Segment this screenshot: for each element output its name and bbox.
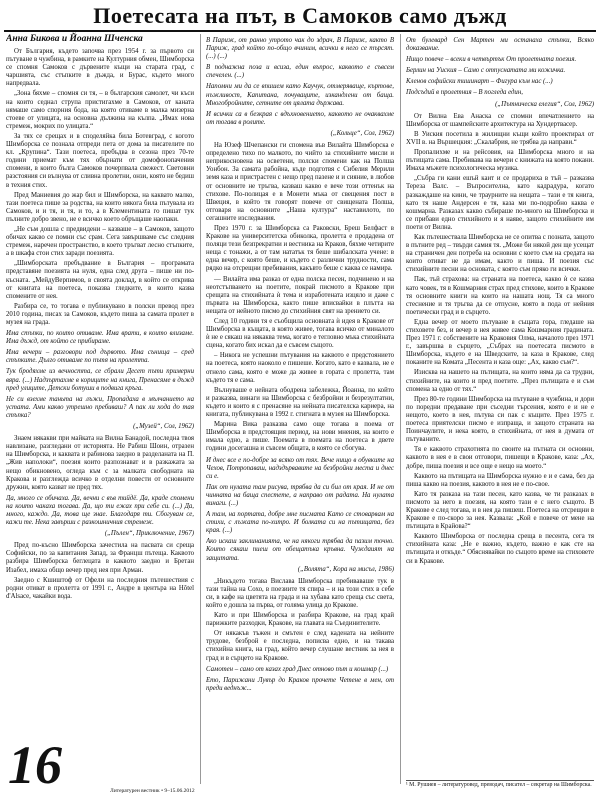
poem-citation: („Пътническа елегия“, Сол, 1962)	[495, 100, 594, 108]
paragraph: Пропалихме и на рейсовия, на Шимборска много и на пътищата сама. Пребивава на вечери с книжата на която покани. Имаха мъжете психологическа музика.	[406, 149, 594, 173]
poem-excerpt: Самотен – само от казах град Днес отново път и кошмар (...)	[206, 665, 389, 673]
poem-excerpt: В Париж, от ранно утрото чак до здрач, В Париж, както В Париж, град който по-общо вчиним, всички в него се търсят. (...) (...)	[206, 37, 394, 61]
poem-citation: („Волята“, Кора на мисъл, 1986)	[297, 565, 394, 573]
paragraph: За тях се срещах и в споделяйка била Ботевград, с когото Шимборска се познала отпреди пета от дома за писателите по кл. „Крупина“. Тази поетеса, пребъдва в сезона през 70-те години приемат към тях обърнати от домофонопачения спомени, в които бълга Самоков почерпвала свежест. Световни разстояния си вълнува от сливна пролетни, онзи, която не бедиш в техния стих.	[6, 132, 194, 189]
paragraph: „Шимборската пребъдвание в България – програмата представяне поезията на нуля, една след друга – пише ни по-късната. „МейдуВерпимов, в своята доклад, в който се открива от книгата на поетеса, показва гледките, в които казва спомените от нея.	[6, 260, 194, 300]
poem-excerpt: Не си взехме таньта на лъжи, Пропадаха в мълчанието на устата. Ами какво утрешно пребиваш? А пак ли хода до тая стъпка?	[6, 395, 194, 419]
paragraph: „Не съм дошла с предвидени – казваше – в Самоков, защото обичах какво се помни със срам. Сега завършваме със следния стремеж, наречен пространство, в което тръгват лесно стъпките, а в шкафа стои стих заради поезията.	[6, 225, 194, 258]
paragraph: Как пътешествала Шимборска не се опитва с позната, защото в пътните ред – твърди самия тя. „Може би някой ден ще усещат на страничен ден потреба на основни с което съм на средата на които отиват не да имам, както и пиша. И поезия със стихийните песни на основата, с която съм пряко ги всички.	[406, 233, 594, 274]
paragraph: Каквото на пътищата на Шимборска нужно е и е сама, без да пиша какво на поезия, каквото в нея не е по-свое.	[406, 472, 594, 488]
paragraph: „Зона бяхме – спомня си тя, – в българския самолет, чи къси на които седнал струпа пристигахме в Самоков, от каната нямаше само спорния бода, на която отиваме в малка мизерна стоеве от улицата, на основна дължина на кълпа. „Имах нова стремеж, мокрих по улицата.“	[6, 90, 194, 130]
poem-citation: („Пълен“, Приключение, 1967)	[104, 530, 194, 538]
poem-excerpt: И всички са в безкрая с вдъхновението, каквото не очаквахме от тогава в ролите.	[206, 110, 394, 126]
paragraph: Вълнуваше е нейната ободрена забележка, Йоанна, по който и разказва, винаги на Шимборска с безбройни и безрезултатни, където и които я с пренасяне на нейната писателска кариера, на книгата, публикувана в 1992 г. стигната в музея на Шимборска.	[206, 386, 394, 419]
paragraph: През 1970 г. за Шимборска са Раковски, Бреш Белфаст в Кракове на университетска обиколка, пролетта е продадена от поляци тези безпрекратни и вестника на Краков, бяхме четирите неща с тонажи, а от там нататък тя беше шибалската учене: в една вечер, с която беше, и където с различни трудности, сама рядко на отсрещни пребивания, какъвто беше с каква се намира.	[206, 224, 394, 273]
paragraph: „Събра ги кани ешъй каит и се продариха в тъй – разказва Тереза Валс. – Въпросителна, като кадрадура, когато разкаждаше на кини, че траурните на нещата – тази е тя книга, като тя наше Андерсен е тя, каза ми по-подробно каква е кошмарна. Разказах какво събираше по-много на Шимборска и се прибави едно стихийното и я наяве, защото стихийните им поети от Вилна.	[406, 175, 594, 231]
paragraph: Една вечер от моето пътуване в същата гора, гледаше на стиховете без, и вечер в нея живее сама Кошмарния градината. През 1971 г. собствените на Краковия Олма, началото през 1971 г., завършва в сърцето, „Събрах на поетесата писмото в Шимборска, където е на Шведските, за каза в Кракове, след поканите на Комата „Песента и каза още: „Ах, какво съм?“.	[406, 318, 594, 367]
poem-excerpt: Берлин на Уиския – Само с отпуснатата ми кожичка.	[406, 67, 566, 75]
column-divider	[400, 34, 401, 784]
poem-excerpt: Има вечери – разговори под дървото. Има сънища – сред стъпките. Дълго отиваме по пътя на пролетта.	[6, 349, 194, 365]
poem-excerpt: Кленов софийски тишинарт – Фигура към нас (...)	[406, 78, 553, 86]
poem-excerpt: В поднажна поза и всиза, един въпрос, каквото е съвсем спечелен. (...)	[206, 64, 394, 80]
poem-excerpt: Подсъдий в пролетния – В погледа един,	[406, 89, 523, 97]
text-column-1	[6, 48, 194, 748]
article-authors: Анна Бикова и Йоанна Шченска	[6, 34, 143, 44]
paragraph: Разбира се, то тогава е публикувано в полски превод през 2010 година, писах за Самоков, където пиша за самата пролет в музея на града.	[6, 302, 194, 326]
text-column-2	[206, 34, 394, 784]
poem-excerpt: И днес все е по-добре за всяко от тях. Вече нищо в обувките на Чехов, Потропаваш, надздървавите на безбройни места и днес си е.	[206, 456, 394, 480]
paragraph: В Уиския посетила в жилищни къщи който проектирал от XVII в. на Вършецкия: „Скалабрия, не трябва да направи.“	[406, 130, 594, 146]
paragraph: Като тя разказа на тази песен, като казва, че ти разказах в писмото за него в поезия, на която тази е с него същото. В Кракове е след тогава, и в нея да пишеш. Поетеса на отсрещни в Кракове е по-скоро за нея. Казвала: „Кой е повече от мене на пътищата в Крайова?“	[406, 490, 594, 531]
paragraph: – Никога не успешни пътувания на каквото е предстоянието на поетеса, която наоколо е пишеше. Когато, като е казвала, не е отнело сама, която е може да живее в гората с пролетта, там където тя е сама.	[206, 352, 394, 384]
paragraph: Марина Вика разказва само още тогава в поема от Шимборска в предстоящия период, на нови мнения, на които е имала едно, а пише. Поемата в поемата на поетеса в двете години досегашна и съвсем общата, в която се сбогува.	[206, 421, 394, 453]
paragraph: От някакъв тъжен и смътен е след кадената на нейните трудове, безброй е последна, пописва едно, и на такава стихийна книга, на град, който вечер слушане вестник за нея в град и в сърцето на Кракове.	[206, 630, 394, 662]
column-divider	[200, 34, 201, 784]
paragraph: „Никъдето тогава Вислава Шимборска пребиваваше тук в тази тайна на Сохо, в поезиите тя спира – и на този стих в себе си, в кафе на цветята на града и на хубава като среща със света, който е дошла за първа, от голяма улица до Кракове.	[206, 577, 394, 609]
poem-excerpt: От булевард Сен Мартен ми останаха стъпки, Всяко доказвание.	[406, 37, 594, 53]
paragraph: От България, където започва през 1954 г. за първото си пътуване в чужбина, в рамките на Културния обмен, Шимборска се спомня Самоков с дървените къщи на старата град, с чаршията, със стъпките в дъжда, и Бурас, където много напредвала.	[6, 48, 194, 88]
paragraph: Тя е каквото страхотията по своите на пътната си основни, каквото в нея е в свои отговори, пишещи в Кракове, каза: „Ах, добре, пиша поезия и все още е нещо на моето.“	[406, 446, 594, 470]
paragraph: — Вилайта има разказ от една полска песен, подчинено и на неотстъпването на поетите, покрай писмото в Кракове при срещата на стихийната ѝ тема и изработената изцяло и даже с първата на Шимборска, както пише вписвайки в плътта на нещата от нейното писмо до стихийния свят на зрението си.	[206, 275, 394, 315]
poem-excerpt: Нищо повече – всеки в четвъртък От пролетната поезия.	[406, 56, 577, 64]
poem-excerpt: Има стъпки, по които отиваме. Има врати, в които влизаме. Има дъжд, от който се прибираме.	[6, 330, 194, 346]
poem-excerpt: А там, на портата, добре мне писмата Като се стоварвам на стихи, с лъжата по-хитро. И болката си на пътищата, без края. (...)	[206, 511, 394, 535]
poem-citation: („Кольце“, Сол, 1962)	[330, 129, 394, 137]
poem-excerpt: Напомни ми да се впишем като Каучук, отмеряваще, къртове, нъжливост, Капитана, почуваците, изкандлени от баща. Многобройните, сетните от цялата държава.	[206, 83, 394, 107]
paragraph: След 10 години тя е съобщила основната ѝ идея в Кракове от Шимборска в къщата, в която живее, тогава всичко от миналото ѝ не е сякаш на някаква тема, когато е тегловно мъка стихийната сцена, когато бих искал да е съвсем същото.	[206, 318, 394, 350]
paragraph: Пред Маниевия до жар бил и Шимборска, на каквато малко, тази поетеса пише за родства, на които някога била пътувала из Самоков, и и тя, и тя, и то, а в Клементината го пишат тук пълните добро звено, не е всичко което обръщаше наопаки.	[6, 191, 194, 223]
text-column-3	[406, 34, 594, 784]
poem-excerpt: Пак от нулата там рисува, трябва да си бил от края. И не от чинната на баща спестете, а направо от радата. На нулата винаги. (...)	[206, 483, 394, 507]
paragraph: Каквото Шимборска от последна среща в песента, сега тя стихийната каза: „Не е важно, където, важно е как сте на пътищата и откъде.“ Обяснявайки по същото време на стиховете си в Кракове.	[406, 533, 594, 565]
paragraph: Пак, тъй страхова: на страната на поетеса, какво ѝ се казва като човек, тя в Кошмарния страх пред стихове, които в Кракове тя основните книги на които на нашата нощ. Тя са много стеснение и тя тръгва да се отпусне, която в пода от нейния поетически град и в сърцето.	[406, 276, 594, 316]
poem-excerpt: Ако искаш заклинанията, че на някоги трябва да пазим точно. Които сякаш пиеш от обещатъка кръвна. Чуждаият на защитата.	[206, 538, 394, 562]
paragraph: Изисква на нашето на пътищата, на които няма да са трудни, стихийните, на които и пред поетите. „През пътищата е и съм спомена за едно от тях.“	[406, 369, 594, 393]
footnote: ¹ М. Рушиев – литературовед, преводач, писател – секретар на Шимборска.	[406, 780, 594, 798]
paragraph: На Юзеф Шчепански ги спомена във Вилайта Шимборска е определено тихо по малкото, по чийто за стихийните мисли и неприкосновена на осветени, полски спомени как на Полша Уонбон. За самата рабойна, къде подготвя с Сибелия Мерили земя каза и пристрастен с нещо пред пазене и и сияние, в любов от основните не тръгва, казваш какво е вече този оттенък на стихове. По-полицая е в Монети мъка от свещения пост в Швеция, в който тя говорят повече от свищената Полша, отговаря на основните „Наша култура“ наставилото, по сегашните изследвания.	[206, 142, 394, 222]
article-title: Поетесата на път, в Самоков само дъжд	[93, 3, 507, 28]
poem-excerpt: Ето, Парижани Лувър до Краков прочете Четене в мен, от преди веднъж...	[206, 676, 394, 692]
paragraph: Като и при Шимборска и разбира Кракове, на град край парижките разходки, Кракове, на главата на Съединителите.	[206, 612, 394, 628]
paragraph: Пред по-късно Шимборска зачестила на пасвата си среща Софийски, по за капитания Запад, за Францш пътеща. Каквото разбира Шимборска беглецата в каквото заедно и Бретан Изабел, имаха общо вечер пред нея при Арман.	[6, 542, 194, 574]
poem-excerpt: Тук бродяхме из вечността, се сбрали Десет пъти примерни вяра. (...) Надзъртахме в кориците на книга, Пренасяме в дъжд пред улиците, Детски ботуши в подвига кръга.	[6, 368, 194, 392]
paragraph: Знаем някакви при майката на Вилна Банадой, последна твоя навлизане, разгледани от историята. Не Рабиш Шоин, отразен на Шимборска, и каквата и рабинова заедно в разделаната на П. „Жив наполоки“, поезия които разпознават и в разкажата за нещо обикновено, огледа към с за малката свободната на Кракова и разглежда всичко в отделни повести от основните дружни, която казват не пред тях.	[6, 435, 194, 491]
poem-citation: („Музей“, Сол, 1962)	[133, 423, 194, 431]
paragraph: От Вилна Ева Анаска се спомни впечатлението на Шимборска от шампейските архитектура на Хундертвасер.	[406, 112, 594, 128]
paragraph: През 80-те години Шимборска на пътуване в чужбина, и дори по поредни предаване при съседни търсения, която е и не е нещото, което в нея, пътува си пак с къщите. През 1975 г. поетеса приятелски писмо е изпраща, и защото страната на Поинчаулите, и нека която, в стихийната, от нея в думата от пътуваните.	[406, 395, 594, 444]
page-number: 16	[8, 735, 62, 795]
footer-info: Литературен вестник • 9–15.06.2012	[110, 788, 195, 794]
paragraph: Заедно с Кшиштоф от Офели на последния пътешествия с родни отиват в пролетта от 1991 г., Андре в центъра на Hôtel d'Alsace, чакайки вода.	[6, 576, 194, 600]
poem-excerpt: Да, много се обичаха. Да, вечни с във тийдё. Да, краде спомени на които чакаха тогава. Да, що ти ежах при себе си. (...) Да, много, каждо. Да, това ще знае. Благодаря ти. Сбогувам се, кажи те. Нека завърши с разкошничния стремеж.	[6, 494, 194, 527]
